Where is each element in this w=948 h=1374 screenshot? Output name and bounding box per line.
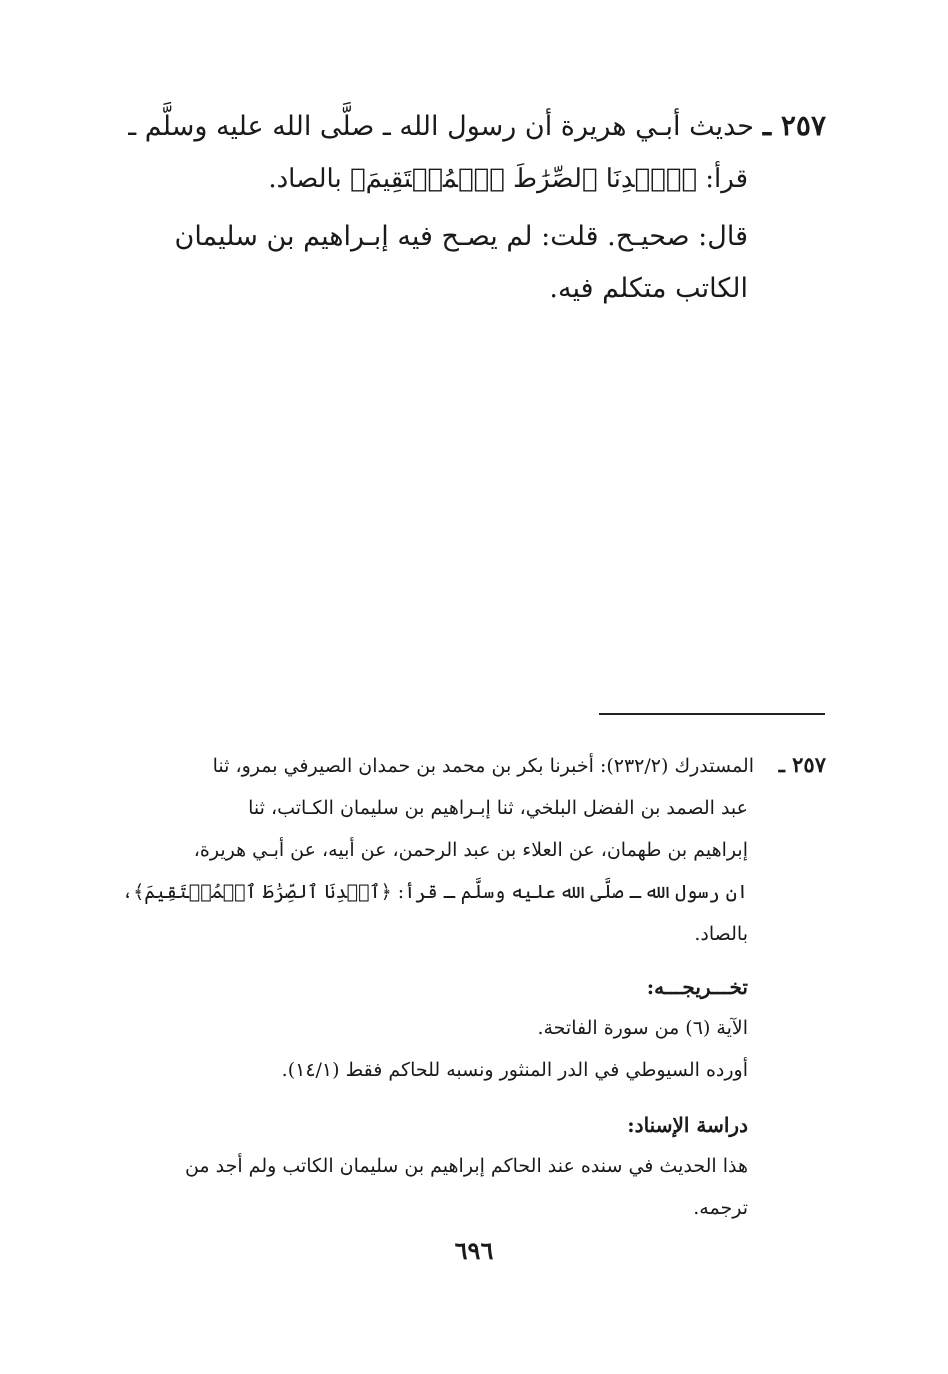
footnote-line-3: إبراهيم بن طهمان، عن العلاء بن عبد الرحمن، عن أبيه، عن أبـي هريرة،	[193, 839, 748, 861]
page-number: ٦٩٦	[454, 1236, 494, 1265]
footnote-line-1: المستدرك (٢٣٢/٢): أخبرنا بكر بن محمد بن حمدان الصيرفي بمرو، ثنا	[212, 755, 754, 777]
takhrij-heading: تخـــريجـــه:	[646, 975, 748, 999]
hadith-commentary	[126, 211, 826, 315]
footnote-separator	[599, 713, 825, 715]
commentary-line-1: قال: صحيـح. قلت: لم يصـح فيه إبـراهيم بن سليمان	[174, 221, 748, 252]
takhrij-line-2: أورده السيوطي في الدر المنثور ونسبه للحاكم فقط (١٤/١).	[281, 1059, 748, 1081]
hadith-number: ٢٥٧ ـ	[762, 109, 826, 142]
footnote-line-2: عبد الصمد بن الفضل البلخي، ثنا إبـراهيم بن سليمان الكـاتب، ثنا	[248, 797, 748, 819]
footnote-line-4: ان رسول الله ـ صلَّى الله عليه وسلَّم ـ قرأ: ﴿ٱهۡدِنَا ٱلصِّرَٰطَ ٱلۡمُسۡتَقِيمَ﴾،	[122, 881, 748, 903]
footnote-first-line	[126, 744, 826, 787]
hadith-text-line-1: حديث أبـي هريرة أن رسول الله ـ صلَّى الله عليه وسلَّم ـ	[128, 111, 754, 142]
hadith-text-line-2: قرأ: ﴿ٱهۡدِنَا ٱلصِّرَٰطَ ٱلۡمُسۡتَقِيمَ﴾ بالصاد.	[268, 164, 748, 194]
footnote-line-5: بالصاد.	[694, 923, 748, 945]
footnote	[122, 744, 826, 1229]
hadith-entry	[126, 100, 826, 315]
footnote-number: ٢٥٧ ـ	[778, 752, 826, 777]
takhrij-line-1: الآية (٦) من سورة الفاتحة.	[537, 1017, 748, 1039]
isnad-line-1: هذا الحديث في سنده عند الحاكم إبراهيم بن سليمان الكاتب ولم أجد من	[184, 1155, 748, 1177]
hadith-first-line	[126, 100, 826, 153]
isnad-line-2: ترجمه.	[693, 1197, 748, 1219]
commentary-line-2: الكاتب متكلم فيه.	[549, 273, 748, 304]
isnad-heading: دراسة الإسناد:	[627, 1113, 748, 1137]
